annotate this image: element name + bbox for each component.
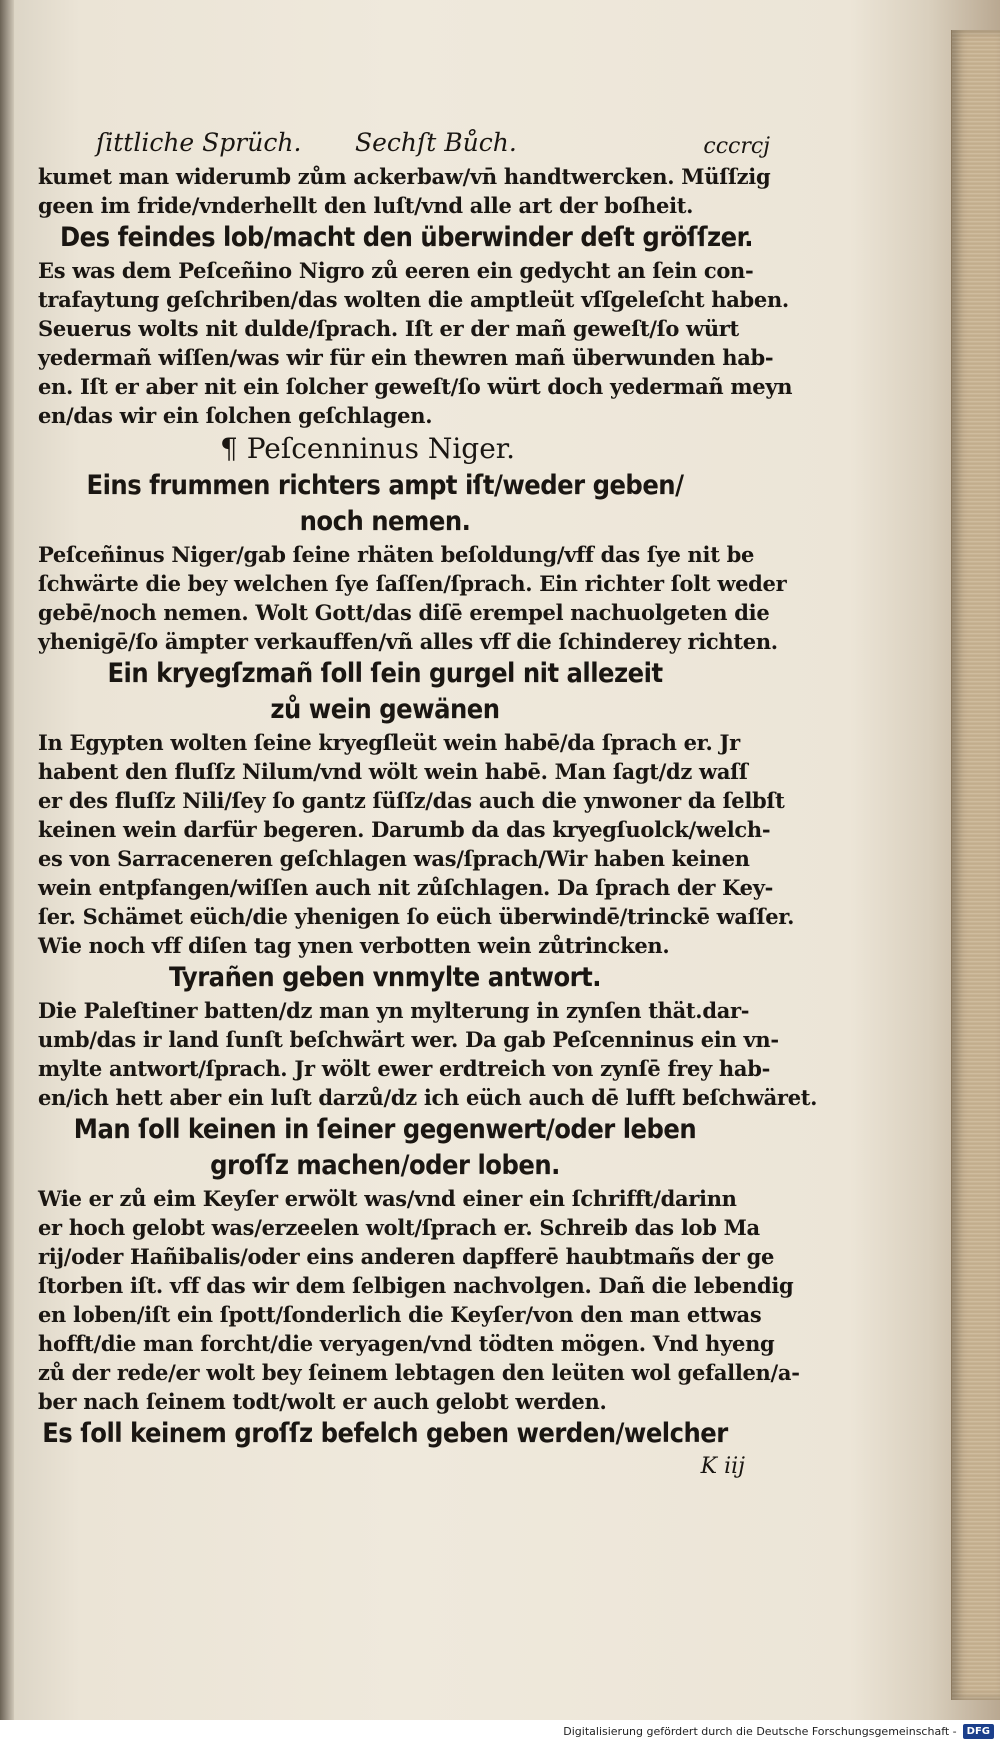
section-heading: Tyrañen geben vnmylte antwort. (169, 962, 601, 993)
text-line: umb/das ir land ſunſt beſchwärt wer. Da gab Peſcenninus ein vn- (38, 1027, 779, 1052)
text-line: Es was dem Peſceñino Nigro zů eeren ein gedycht an ſein con- (38, 258, 754, 283)
text-line: hofft/die man forcht/die veryagen/vnd tödten mögen. Vnd hyeng (38, 1331, 775, 1356)
text-line: geen im fride/vnderhellt den luſt/vnd alle art der boſheit. (38, 193, 694, 218)
text-line: rij/oder Hañibalis/oder eins anderen dapfferē haubtmañs der ge (38, 1244, 775, 1269)
text-line: ber nach ſeinem todt/wolt er auch gelobt werden. (38, 1389, 607, 1414)
section-heading: Eins frummen richters ampt iſt/weder geben/ (86, 470, 684, 501)
section-heading: Es ſoll keinem groſſz befelch geben werden/welcher (42, 1418, 728, 1449)
text-line: In Egypten wolten ſeine kryegſleüt wein habē/da ſprach er. Jr (38, 730, 740, 755)
section-heading: Man ſoll keinen in ſeiner gegenwert/oder leben (73, 1114, 697, 1145)
signature-mark: K iij (700, 1454, 745, 1479)
footer-credit: Digitalisierung gefördert durch die Deutsche Forschungsgemeinschaft - (563, 1724, 957, 1738)
running-head (30, 120, 770, 162)
page-fore-edge (951, 30, 1000, 1700)
text-line: Seuerus wolts nit dulde/ſprach. Iſt er der mañ geweſt/ſo würt (38, 316, 739, 341)
text-line: gebē/noch nemen. Wolt Gott/das diſē erempel nachuolgeten die (38, 600, 770, 625)
text-line: habent den fluſſz Nilum/vnd wölt wein habē. Man ſagt/dz waſſ (38, 759, 748, 784)
text-line: en/ich hett aber ein luſt darzů/dz ich eüch auch dē lufft beſchwäret. (38, 1085, 818, 1110)
gutter-shadow (0, 0, 14, 1720)
text-line: er hoch gelobt was/erzeelen wolt/ſprach er. Schreib das lob Ma (38, 1215, 760, 1240)
section-heading: noch nemen. (299, 506, 471, 537)
text-line: yedermañ wiſſen/was wir für ein thewren mañ überwunden hab- (38, 345, 774, 370)
section-title: ¶ Peſcenninus Niger. (220, 432, 515, 465)
section-heading: Ein kryegſzmañ ſoll ſein gurgel nit allezeit (107, 658, 663, 689)
text-block (30, 162, 818, 1452)
text-line: Peſceñinus Niger/gab ſeine rhäten beſoldung/vff das ſye nit be (38, 542, 755, 567)
text-line: ſtorben iſt. vff das wir dem ſelbigen nachvolgen. Dañ die lebendig (38, 1273, 794, 1298)
text-line: en loben/iſt ein ſpott/ſonderlich die Keyſer/von den man ettwas (38, 1302, 762, 1327)
section-heading: groſſz machen/oder loben. (210, 1150, 560, 1181)
dfg-logo: DFG (963, 1724, 994, 1739)
text-line: es von Sarraceneren geſchlagen was/ſprach/Wir haben keinen (38, 846, 750, 871)
text-line: ſer. Schämet eüch/die yhenigen ſo eüch überwindē/trinckē waſſer. (38, 904, 795, 929)
text-line: kumet man widerumb zům ackerbaw/vn̄ handtwercken. Müſſzig (38, 164, 771, 189)
text-line: Die Paleſtiner batten/dz man yn mylterung in zynſen thät.dar- (38, 998, 750, 1023)
text-line: wein entpfangen/wiſſen auch nit zůſchlagen. Da ſprach der Key- (38, 875, 774, 900)
text-line: en. Iſt er aber nit ein ſolcher geweſt/ſo würt doch yedermañ meyn (38, 374, 793, 399)
text-line: ſchwärte die bey welchen ſye ſaſſen/ſprach. Ein richter ſolt weder (38, 571, 787, 596)
text-line: trafaytung geſchriben/das wolten die amptleüt vſſgeleſcht haben. (38, 287, 789, 312)
text-line: Wie noch vff diſen tag ynen verbotten wein zůtrincken. (38, 933, 670, 958)
text-line: zů der rede/er wolt bey ſeinem lebtagen den leüten wol gefallen/a- (38, 1360, 800, 1385)
text-line: yhenigē/ſo ämpter verkauffen/vñ alles vff die ſchinderey richten. (38, 629, 778, 654)
running-head-book: Sechſt Bůch. (355, 128, 517, 157)
text-line: er des fluſſz Nili/ſey ſo gantz ſüſſz/das auch die ynwoner da ſelbſt (38, 788, 785, 813)
digitization-footer (0, 1720, 1000, 1742)
running-head-title: ſittliche Sprüch. (96, 128, 302, 157)
printed-page (30, 120, 818, 1479)
section-heading: zů wein gewänen (270, 694, 500, 725)
text-line: mylte antwort/ſprach. Jr wölt ewer erdtreich von zynſē frey hab- (38, 1056, 771, 1081)
section-heading: Des feindes lob/macht den überwinder deſt gröſſzer. (60, 222, 754, 253)
folio-number: cccrcj (703, 134, 770, 159)
text-line: en/das wir ein ſolchen geſchlagen. (38, 403, 433, 428)
text-line: keinen wein darfür begeren. Darumb da das kryegſuolck/welch- (38, 817, 771, 842)
text-line: Wie er zů eim Keyſer erwölt was/vnd einer ein ſchrifft/darinn (38, 1186, 737, 1211)
